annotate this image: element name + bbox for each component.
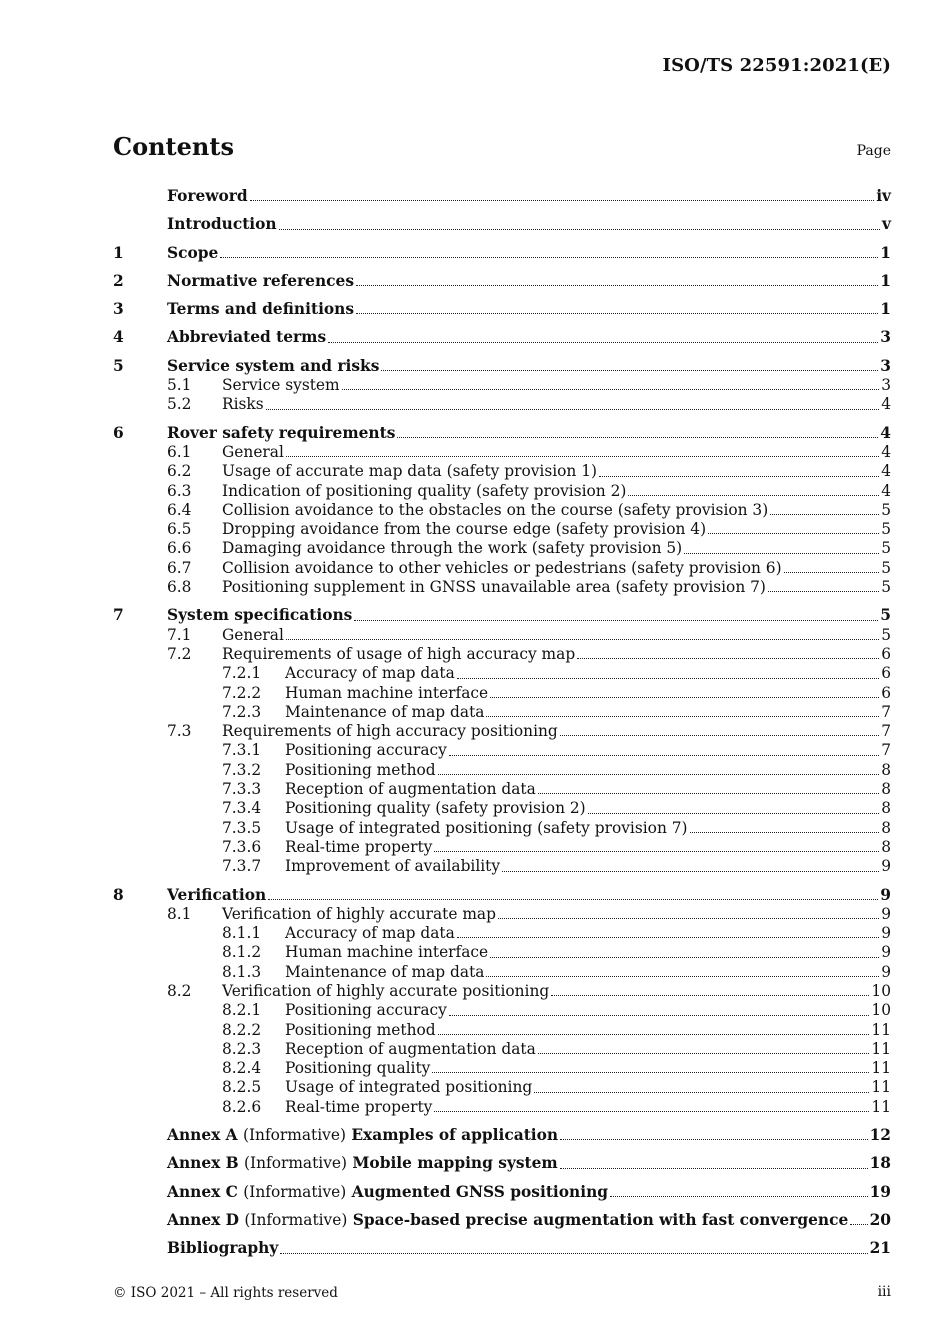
toc-entry-title: General bbox=[222, 625, 284, 644]
toc-entry-title: Bibliography bbox=[167, 1239, 279, 1258]
toc-entry-page: 9 bbox=[880, 885, 891, 904]
toc-entry[interactable] bbox=[113, 905, 891, 924]
toc-entry-title: System specifications bbox=[167, 606, 353, 625]
toc-entry-page: 6 bbox=[881, 664, 891, 683]
dot-leader bbox=[434, 850, 879, 852]
dot-leader bbox=[784, 571, 880, 573]
toc-entry-number: 6.5 bbox=[167, 520, 192, 539]
toc-entry-page: 9 bbox=[881, 924, 891, 943]
toc-entry[interactable] bbox=[113, 1239, 891, 1258]
toc-entry-page: 4 bbox=[881, 442, 891, 461]
toc-entry-number: 7.3.5 bbox=[222, 818, 262, 837]
dot-leader bbox=[577, 657, 879, 659]
toc-entry-title: Introduction bbox=[167, 215, 277, 234]
table-of-contents bbox=[113, 183, 891, 1259]
dot-leader bbox=[690, 831, 880, 833]
toc-entry-page: 18 bbox=[869, 1154, 891, 1173]
toc-entry-page: 8 bbox=[881, 760, 891, 779]
toc-entry-title: Requirements of usage of high accuracy map bbox=[222, 644, 576, 663]
toc-entry-number: 7.3.4 bbox=[222, 799, 262, 818]
toc-entry-page: 3 bbox=[880, 356, 891, 375]
dot-leader bbox=[770, 513, 879, 515]
toc-entry-title: Normative references bbox=[167, 271, 354, 290]
dot-leader bbox=[328, 341, 878, 343]
toc-entry-title: Collision avoidance to the obstacles on the course (safety provision 3) bbox=[222, 500, 769, 519]
toc-entry-number: 6.1 bbox=[167, 442, 192, 461]
dot-leader bbox=[266, 408, 880, 410]
toc-entry[interactable] bbox=[113, 1021, 891, 1040]
toc-entry-page: 5 bbox=[881, 539, 891, 558]
toc-entry-title: Risks bbox=[222, 395, 264, 414]
toc-entry[interactable] bbox=[113, 1078, 891, 1097]
toc-entry-page: 8 bbox=[881, 818, 891, 837]
toc-entry[interactable] bbox=[113, 501, 891, 520]
toc-entry-page: 1 bbox=[880, 243, 891, 262]
toc-entry-number: 4 bbox=[113, 328, 124, 347]
toc-entry-number: 8.2.2 bbox=[222, 1020, 262, 1039]
toc-entry-page: 9 bbox=[881, 962, 891, 981]
toc-entry-page: 9 bbox=[881, 943, 891, 962]
toc-entry[interactable] bbox=[113, 703, 891, 722]
toc-entry-number: 6.4 bbox=[167, 500, 192, 519]
toc-entry-page: 7 bbox=[881, 702, 891, 721]
toc-entry-number: 7.2.1 bbox=[222, 664, 262, 683]
toc-entry-title: Usage of accurate map data (safety provision 1) bbox=[222, 462, 598, 481]
toc-entry-page: 1 bbox=[880, 271, 891, 290]
toc-entry-page: 19 bbox=[869, 1182, 891, 1201]
toc-entry-page: 4 bbox=[881, 481, 891, 500]
toc-entry-title: Verification of highly accurate map bbox=[222, 904, 496, 923]
toc-entry-number: 7.2.3 bbox=[222, 702, 262, 721]
toc-entry-title: Reception of augmentation data bbox=[285, 1039, 536, 1058]
toc-entry-number: 8.1.2 bbox=[222, 943, 262, 962]
toc-entry-title: Usage of integrated positioning bbox=[285, 1078, 533, 1097]
toc-entry-title: Positioning method bbox=[285, 760, 436, 779]
annex-title: Space-based precise augmentation with fast convergence bbox=[352, 1210, 849, 1229]
toc-entry-title bbox=[167, 1211, 848, 1230]
toc-entry-title bbox=[167, 1154, 558, 1173]
toc-entry-number: 8.1 bbox=[167, 904, 192, 923]
dot-leader bbox=[356, 312, 878, 314]
dot-leader bbox=[498, 917, 879, 919]
toc-entry-title: Maintenance of map data bbox=[285, 962, 485, 981]
toc-entry-title: Rover safety requirements bbox=[167, 423, 396, 442]
dot-leader bbox=[486, 975, 879, 977]
toc-entry-number: 6.2 bbox=[167, 462, 192, 481]
toc-entry[interactable] bbox=[113, 886, 891, 905]
dot-leader bbox=[610, 1195, 868, 1197]
toc-entry-title: Real-time property bbox=[285, 837, 433, 856]
toc-entry-page: 7 bbox=[881, 741, 891, 760]
toc-entry-number: 7.3.7 bbox=[222, 857, 262, 876]
toc-entry[interactable] bbox=[113, 215, 891, 234]
dot-leader bbox=[560, 734, 879, 736]
page-column-label: Page bbox=[856, 143, 891, 159]
toc-entry[interactable] bbox=[113, 838, 891, 857]
dot-leader bbox=[534, 1091, 869, 1093]
toc-entry-number: 6.6 bbox=[167, 539, 192, 558]
toc-entry-title: Positioning accuracy bbox=[285, 741, 447, 760]
toc-entry[interactable] bbox=[113, 357, 891, 376]
toc-entry[interactable] bbox=[113, 1211, 891, 1230]
toc-entry-number: 8.2.4 bbox=[222, 1059, 262, 1078]
dot-leader bbox=[438, 1033, 870, 1035]
toc-entry-title: Collision avoidance to other vehicles or pedestrians (safety provision 6) bbox=[222, 558, 782, 577]
dot-leader bbox=[397, 436, 878, 438]
toc-entry-title: Scope bbox=[167, 243, 219, 262]
annex-label: Annex A bbox=[167, 1126, 238, 1145]
toc-entry[interactable] bbox=[113, 645, 891, 664]
dot-leader bbox=[538, 1052, 870, 1054]
toc-entry[interactable] bbox=[113, 799, 891, 818]
dot-leader bbox=[551, 994, 869, 996]
toc-entry[interactable] bbox=[113, 963, 891, 982]
dot-leader bbox=[354, 619, 878, 621]
toc-entry-title: Verification of highly accurate positioning bbox=[222, 981, 550, 1000]
toc-entry-number: 1 bbox=[113, 243, 124, 262]
toc-entry-page: 1 bbox=[880, 300, 891, 319]
toc-entry[interactable] bbox=[113, 943, 891, 962]
toc-entry-page: 4 bbox=[880, 423, 891, 442]
toc-entry[interactable] bbox=[113, 924, 891, 943]
toc-entry-page: 4 bbox=[881, 462, 891, 481]
toc-entry[interactable] bbox=[113, 376, 891, 395]
toc-entry-number: 5.2 bbox=[167, 395, 192, 414]
toc-entry-page: 9 bbox=[881, 857, 891, 876]
dot-leader bbox=[599, 475, 879, 477]
toc-entry-page: 5 bbox=[880, 606, 891, 625]
toc-entry-number: 6.3 bbox=[167, 481, 192, 500]
annex-title: Examples of application bbox=[351, 1126, 559, 1145]
toc-entry[interactable] bbox=[113, 1154, 891, 1173]
toc-entry-title: Abbreviated terms bbox=[167, 328, 327, 347]
toc-entry[interactable] bbox=[113, 664, 891, 683]
toc-entry-title: Dropping avoidance from the course edge (safety provision 4) bbox=[222, 520, 707, 539]
dot-leader bbox=[438, 773, 880, 775]
footer-copyright: © ISO 2021 – All rights reserved bbox=[113, 1285, 338, 1301]
dot-leader bbox=[356, 284, 878, 286]
dot-leader bbox=[279, 228, 880, 230]
toc-entry-page: 11 bbox=[871, 1097, 891, 1116]
annex-label: Annex D bbox=[167, 1210, 239, 1229]
toc-entry-page: 6 bbox=[881, 683, 891, 702]
toc-entry[interactable] bbox=[113, 684, 891, 703]
dot-leader bbox=[432, 1071, 869, 1073]
toc-entry[interactable] bbox=[113, 272, 891, 291]
toc-entry-page: 8 bbox=[881, 837, 891, 856]
toc-entry-page: 11 bbox=[871, 1020, 891, 1039]
toc-entry-title: Verification bbox=[167, 885, 267, 904]
toc-entry-title: Human machine interface bbox=[285, 943, 489, 962]
toc-entry-page: v bbox=[882, 215, 891, 234]
toc-entry-title: Positioning accuracy bbox=[285, 1001, 447, 1020]
dot-leader bbox=[250, 199, 875, 201]
toc-entry-number: 7.2 bbox=[167, 644, 192, 663]
toc-entry-title: Requirements of high accuracy positioning bbox=[222, 722, 558, 741]
toc-entry[interactable] bbox=[113, 780, 891, 799]
annex-label: Annex C bbox=[167, 1182, 238, 1201]
toc-entry-page: 7 bbox=[881, 722, 891, 741]
toc-entry-number: 7.2.2 bbox=[222, 683, 262, 702]
toc-entry-number: 6 bbox=[113, 423, 124, 442]
toc-entry-title: Positioning quality (safety provision 2) bbox=[285, 799, 586, 818]
annex-title: Mobile mapping system bbox=[352, 1154, 558, 1173]
toc-entry-page: iv bbox=[876, 187, 891, 205]
toc-entry[interactable] bbox=[113, 722, 891, 741]
toc-entry[interactable] bbox=[113, 187, 891, 206]
toc-entry-number: 6.8 bbox=[167, 578, 192, 597]
toc-entry-number: 8.1.1 bbox=[222, 924, 262, 943]
toc-entry-number: 8.2 bbox=[167, 981, 192, 1000]
dot-leader bbox=[588, 812, 880, 814]
dot-leader bbox=[538, 792, 879, 794]
dot-leader bbox=[768, 590, 879, 592]
toc-entry-title: Reception of augmentation data bbox=[285, 780, 536, 799]
toc-entry[interactable] bbox=[113, 1040, 891, 1059]
toc-entry-number: 7.3.1 bbox=[222, 741, 262, 760]
toc-entry-number: 2 bbox=[113, 271, 124, 290]
toc-entry-title: Terms and definitions bbox=[167, 300, 355, 319]
toc-entry[interactable] bbox=[113, 1059, 891, 1078]
toc-entry[interactable] bbox=[113, 443, 891, 462]
toc-entry-page: 5 bbox=[881, 520, 891, 539]
toc-entry-number: 8.1.3 bbox=[222, 962, 262, 981]
toc-entry-number: 6.7 bbox=[167, 558, 192, 577]
toc-entry-page: 5 bbox=[881, 625, 891, 644]
toc-entry-title: Positioning supplement in GNSS unavailable area (safety provision 7) bbox=[222, 578, 766, 597]
dot-leader bbox=[286, 455, 879, 457]
toc-entry-page: 11 bbox=[871, 1078, 891, 1097]
annex-title: Augmented GNSS positioning bbox=[351, 1182, 609, 1201]
toc-entry-page: 21 bbox=[869, 1239, 891, 1258]
dot-leader bbox=[268, 898, 878, 900]
toc-entry-page: 5 bbox=[881, 558, 891, 577]
toc-entry-number: 7.3.6 bbox=[222, 837, 262, 856]
toc-entry-page: 20 bbox=[869, 1210, 891, 1229]
toc-entry-title: Real-time property bbox=[285, 1097, 433, 1116]
toc-entry-title: Service system bbox=[222, 376, 340, 395]
toc-entry-page: 5 bbox=[881, 578, 891, 597]
toc-entry-number: 8.2.3 bbox=[222, 1039, 262, 1058]
toc-entry-number: 7.1 bbox=[167, 625, 192, 644]
toc-entry[interactable] bbox=[113, 520, 891, 539]
toc-entry-page: 3 bbox=[881, 376, 891, 395]
toc-entry-title: Service system and risks bbox=[167, 356, 380, 375]
toc-entry[interactable] bbox=[113, 244, 891, 263]
dot-leader bbox=[708, 532, 879, 534]
toc-entry[interactable] bbox=[113, 328, 891, 347]
toc-entry[interactable] bbox=[113, 539, 891, 558]
toc-entry-page: 12 bbox=[869, 1126, 891, 1145]
dot-leader bbox=[560, 1138, 867, 1140]
toc-entry[interactable] bbox=[113, 741, 891, 760]
annex-qualifier: (Informative) bbox=[243, 1182, 347, 1201]
dot-leader bbox=[684, 552, 879, 554]
toc-entry[interactable] bbox=[113, 761, 891, 780]
toc-entry-page: 8 bbox=[881, 799, 891, 818]
toc-entry-title: Accuracy of map data bbox=[285, 664, 455, 683]
toc-entry-number: 5 bbox=[113, 356, 124, 375]
toc-entry[interactable] bbox=[113, 578, 891, 597]
dot-leader bbox=[449, 1014, 870, 1016]
dot-leader bbox=[486, 715, 879, 717]
dot-leader bbox=[342, 388, 880, 390]
toc-entry[interactable] bbox=[113, 559, 891, 578]
toc-entry[interactable] bbox=[113, 1001, 891, 1020]
dot-leader bbox=[560, 1167, 868, 1169]
toc-entry-title: Damaging avoidance through the work (safety provision 5) bbox=[222, 539, 683, 558]
toc-entry[interactable] bbox=[113, 857, 891, 876]
toc-entry[interactable] bbox=[113, 424, 891, 443]
toc-entry-number: 8.2.5 bbox=[222, 1078, 262, 1097]
dot-leader bbox=[280, 1252, 867, 1254]
dot-leader bbox=[850, 1223, 867, 1225]
toc-entry-title: Usage of integrated positioning (safety provision 7) bbox=[285, 818, 688, 837]
toc-entry-number: 8.2.1 bbox=[222, 1001, 262, 1020]
annex-qualifier: (Informative) bbox=[244, 1154, 348, 1173]
toc-entry-page: 5 bbox=[881, 500, 891, 519]
toc-entry-page: 10 bbox=[871, 981, 891, 1000]
toc-entry[interactable] bbox=[113, 1098, 891, 1117]
toc-entry-page: 9 bbox=[881, 904, 891, 923]
toc-entry-title: Foreword bbox=[167, 187, 248, 205]
dot-leader bbox=[457, 677, 879, 679]
dot-leader bbox=[502, 870, 879, 872]
toc-entry[interactable] bbox=[113, 462, 891, 481]
toc-entry-title: Improvement of availability bbox=[285, 857, 501, 876]
toc-entry-title: Accuracy of map data bbox=[285, 924, 455, 943]
annex-qualifier: (Informative) bbox=[242, 1126, 346, 1145]
toc-entry[interactable] bbox=[113, 819, 891, 838]
toc-entry-title: Positioning quality bbox=[285, 1059, 431, 1078]
dot-leader bbox=[381, 369, 878, 371]
toc-entry-page: 3 bbox=[880, 328, 891, 347]
toc-entry-number: 7.3.2 bbox=[222, 760, 262, 779]
toc-entry[interactable] bbox=[113, 982, 891, 1001]
annex-label: Annex B bbox=[167, 1154, 239, 1173]
toc-entry[interactable] bbox=[113, 606, 891, 625]
toc-entry-number: 7.3 bbox=[167, 722, 192, 741]
contents-title: Contents bbox=[113, 132, 234, 161]
footer-page-number: iii bbox=[877, 1284, 891, 1300]
toc-entry-page: 11 bbox=[871, 1039, 891, 1058]
toc-entry[interactable] bbox=[113, 395, 891, 414]
annex-qualifier: (Informative) bbox=[244, 1210, 348, 1229]
document-id: ISO/TS 22591:2021(E) bbox=[662, 55, 891, 76]
toc-entry-page: 4 bbox=[881, 395, 891, 414]
dot-leader bbox=[490, 956, 879, 958]
toc-entry-number: 7 bbox=[113, 606, 124, 625]
toc-entry-title: Maintenance of map data bbox=[285, 702, 485, 721]
dot-leader bbox=[457, 936, 879, 938]
toc-entry-title: General bbox=[222, 442, 284, 461]
dot-leader bbox=[449, 754, 879, 756]
toc-entry[interactable] bbox=[113, 626, 891, 645]
toc-entry[interactable] bbox=[113, 1126, 891, 1145]
toc-entry-title bbox=[167, 1183, 608, 1202]
toc-entry[interactable] bbox=[113, 482, 891, 501]
toc-entry-number: 7.3.3 bbox=[222, 780, 262, 799]
toc-entry-page: 8 bbox=[881, 780, 891, 799]
toc-entry-number: 5.1 bbox=[167, 376, 192, 395]
toc-entry[interactable] bbox=[113, 1183, 891, 1202]
dot-leader bbox=[220, 256, 878, 258]
dot-leader bbox=[286, 638, 879, 640]
toc-entry[interactable] bbox=[113, 300, 891, 319]
toc-entry-page: 10 bbox=[871, 1001, 891, 1020]
dot-leader bbox=[434, 1110, 869, 1112]
dot-leader bbox=[628, 494, 879, 496]
toc-entry-title: Human machine interface bbox=[285, 683, 489, 702]
toc-entry-number: 8 bbox=[113, 885, 124, 904]
toc-entry-number: 3 bbox=[113, 300, 124, 319]
toc-entry-title: Positioning method bbox=[285, 1020, 436, 1039]
toc-entry-page: 11 bbox=[871, 1059, 891, 1078]
toc-entry-page: 6 bbox=[881, 644, 891, 663]
toc-entry-title: Indication of positioning quality (safety provision 2) bbox=[222, 481, 627, 500]
toc-entry-title bbox=[167, 1126, 558, 1145]
toc-entry-number: 8.2.6 bbox=[222, 1097, 262, 1116]
dot-leader bbox=[490, 696, 879, 698]
